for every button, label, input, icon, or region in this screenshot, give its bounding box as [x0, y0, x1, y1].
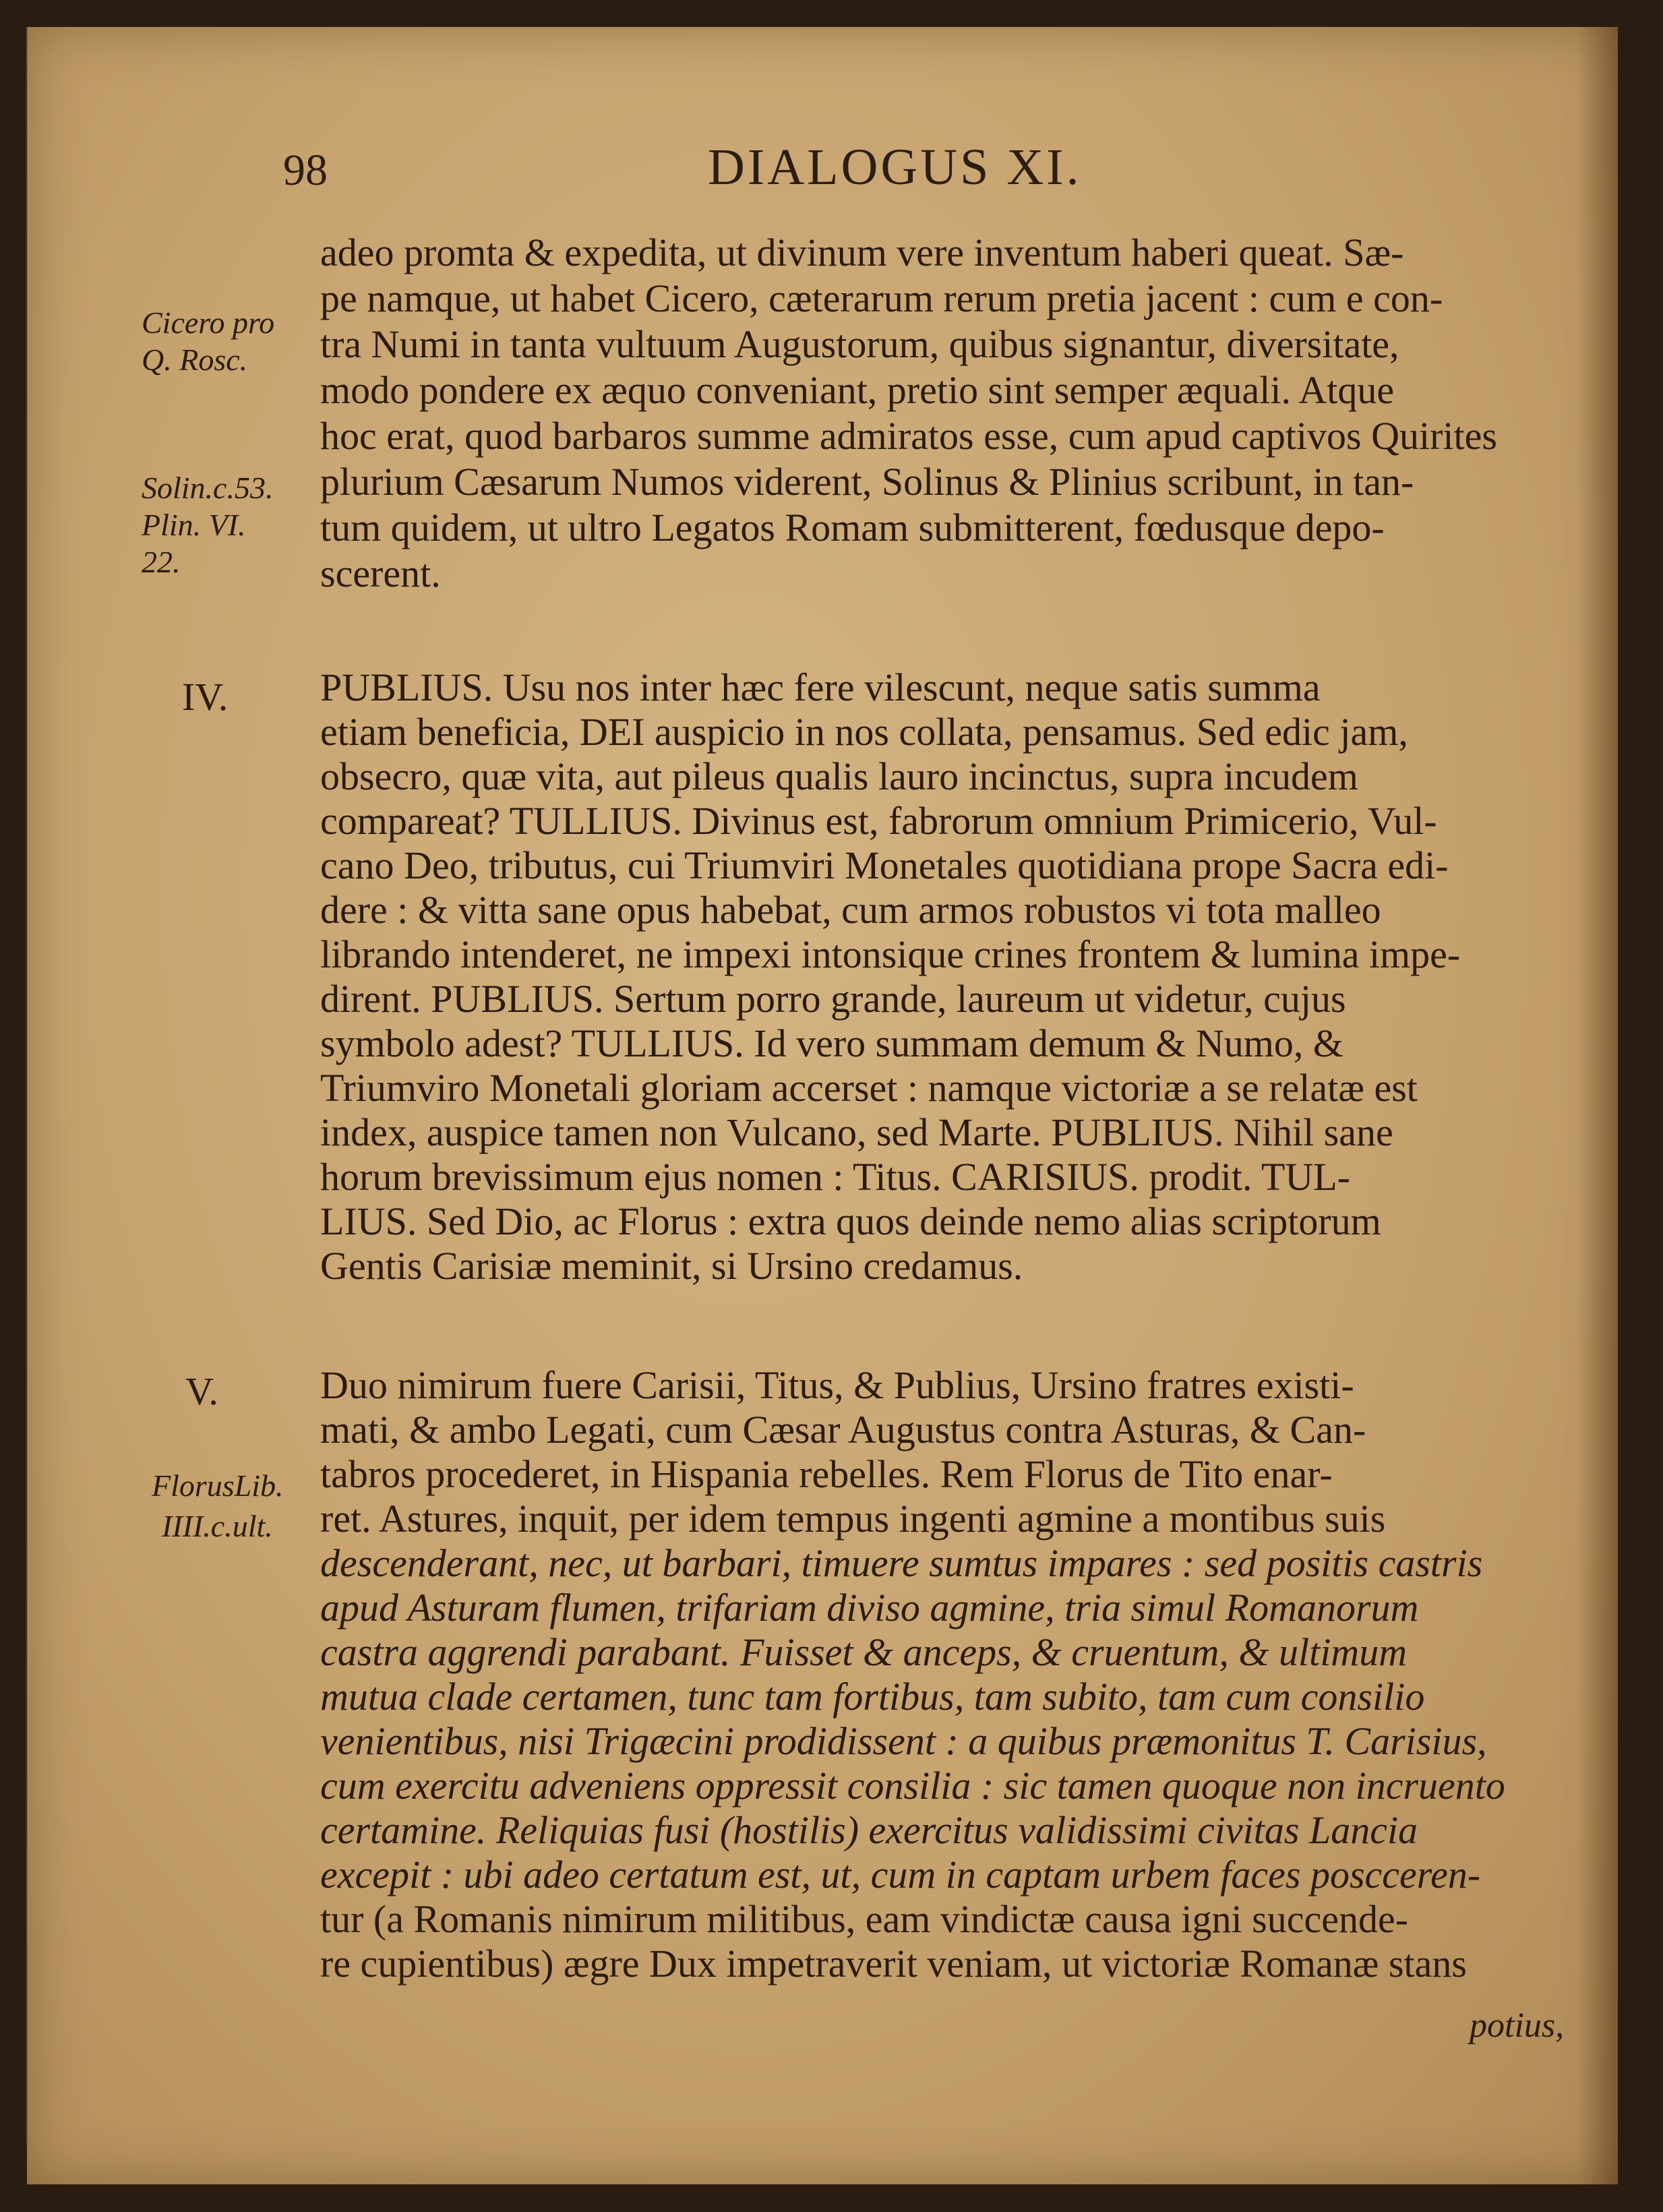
margin-note-plinius-chapter: 22.: [142, 545, 181, 579]
text-line: descenderant, nec, ut barbari, timuere sumtus impares : sed positis castris: [320, 1541, 1483, 1585]
text-line: tra Numi in tanta vultuum Augustorum, quibus signantur, diversitate,: [320, 322, 1399, 366]
text-line: dere : & vitta sane opus habebat, cum armos robustos vi tota malleo: [320, 888, 1381, 932]
text-line: Gentis Carisiæ meminit, si Ursino credamus.: [320, 1244, 1023, 1288]
margin-note-cicero: Cicero pro: [142, 305, 275, 340]
text-line: tur (a Romanis nimirum militibus, eam vindictæ causa igni succende-: [320, 1897, 1409, 1941]
text-line: venientibus, nisi Trigæcini prodidissent : a quibus præmonitus T. Carisius,: [320, 1719, 1487, 1763]
text-line: dirent. PUBLIUS. Sertum porro grande, laureum ut videtur, cujus: [320, 977, 1346, 1021]
text-line: adeo promta & expedita, ut divinum vere inventum haberi queat. Sæ-: [320, 231, 1404, 274]
text-line: mutua clade certamen, tunc tam fortibus, tam subito, tam cum consilio: [320, 1675, 1425, 1718]
text-line: cum exercitu adveniens oppressit consilia : sic tamen quoque non incruento: [320, 1764, 1505, 1807]
page-number: 98: [283, 146, 328, 195]
text-line: mati, & ambo Legati, cum Cæsar Augustus contra Asturas, & Can-: [320, 1408, 1366, 1452]
text-line: Duo nimirum fuere Carisii, Titus, & Publius, Ursino fratres existi-: [320, 1363, 1354, 1407]
text-line: certamine. Reliquias fusi (hostilis) exercitus validissimi civitas Lancia: [320, 1808, 1418, 1852]
text-line: hoc erat, quod barbaros summe admiratos esse, cum apud captivos Quirites: [320, 414, 1497, 458]
section-number-iv: IV.: [182, 675, 229, 719]
text-line: re cupientibus) ægre Dux impetraverit veniam, ut victoriæ Romanæ stans: [320, 1942, 1467, 1985]
text-line: horum brevissimum ejus nomen : Titus. CARISIUS. prodit. TUL-: [320, 1155, 1350, 1199]
margin-note-solinus: Solin.c.53.: [142, 471, 274, 505]
text-line: cano Deo, tributus, cui Triumviri Monetales quotidiana prope Sacra edi-: [320, 843, 1449, 887]
running-head: DIALOGUS XI.: [708, 139, 1082, 196]
text-line: index, auspice tamen non Vulcano, sed Marte. PUBLIUS. Nihil sane: [320, 1110, 1393, 1154]
text-line: Triumviro Monetali gloriam accerset : namque victoriæ a se relatæ est: [320, 1066, 1418, 1110]
section-number-v: V.: [185, 1369, 218, 1413]
text-line: PUBLIUS. Usu nos inter hæc fere vilescunt, neque satis summa: [320, 665, 1321, 709]
text-line: castra aggrendi parabant. Fuisset & anceps, & cruentum, & ultimum: [320, 1630, 1408, 1674]
text-line: librando intenderet, ne impexi intonsique crines frontem & lumina impe-: [320, 932, 1461, 976]
margin-note-florus-book: IIII.c.ult.: [162, 1509, 273, 1543]
text-line: excepit : ubi adeo certatum est, ut, cum in captam urbem faces poscceren-: [320, 1853, 1481, 1896]
margin-note-florus: FlorusLib.: [152, 1468, 284, 1503]
text-line: symbolo adest? TULLIUS. Id vero summam demum & Numo, &: [320, 1021, 1344, 1065]
text-line: obsecro, quæ vita, aut pileus qualis lauro incinctus, supra incudem: [320, 754, 1358, 798]
catchword: potius,: [1470, 2006, 1565, 2045]
page-edge-rule: [26, 27, 28, 2144]
text-line: apud Asturam flumen, trifariam diviso agmine, tria simul Romanorum: [320, 1586, 1419, 1630]
text-line: LIUS. Sed Dio, ac Florus : extra quos deinde nemo alias scriptorum: [320, 1199, 1381, 1243]
text-line: etiam beneficia, DEI auspicio in nos collata, pensamus. Sed edic jam,: [320, 710, 1408, 754]
margin-note-plinius: Plin. VI.: [142, 508, 246, 542]
text-line: compareat? TULLIUS. Divinus est, fabrorum omnium Primicerio, Vul-: [320, 799, 1437, 843]
text-line: tabros procederet, in Hispania rebelles. Rem Florus de Tito enar-: [320, 1452, 1333, 1496]
text-line: pe namque, ut habet Cicero, cæterarum rerum pretia jacent : cum e con-: [320, 276, 1443, 320]
margin-note-rosc: Q. Rosc.: [142, 342, 248, 377]
text-line: ret. Astures, inquit, per idem tempus ingenti agmine a montibus suis: [320, 1497, 1386, 1541]
text-line: tum quidem, ut ultro Legatos Romam submitterent, fœdusque depo-: [320, 506, 1385, 549]
text-line: plurium Cæsarum Numos viderent, Solinus & Plinius scribunt, in tan-: [320, 460, 1414, 504]
text-line: modo pondere ex æquo conveniant, pretio sint semper æquali. Atque: [320, 368, 1395, 412]
text-line: scerent.: [320, 551, 441, 595]
